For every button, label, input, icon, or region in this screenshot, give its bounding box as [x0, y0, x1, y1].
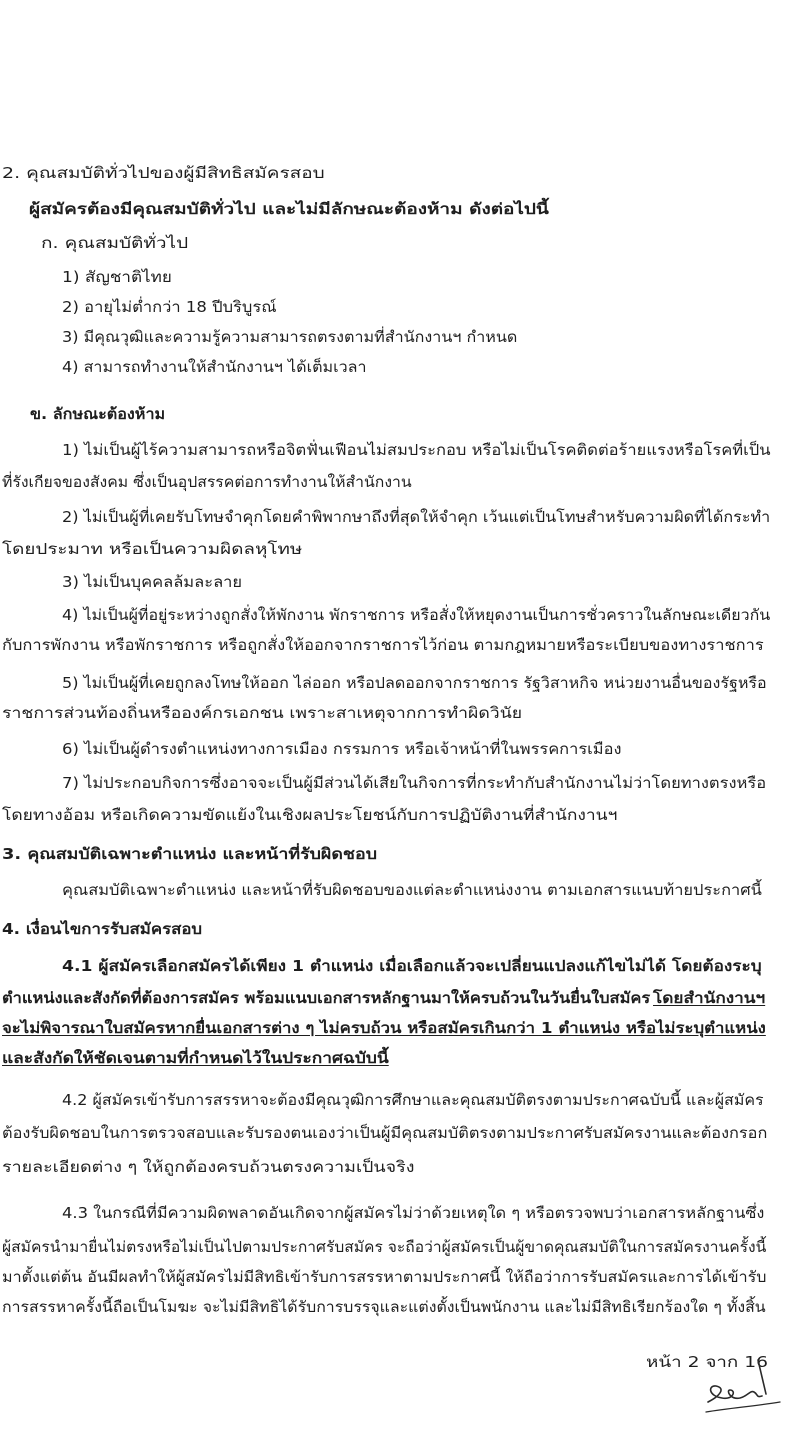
- page-number: หน้า 2 จาก 16: [646, 1353, 769, 1371]
- section-4-heading: 4. เงื่อนไขการรับสมัครสอบ: [2, 920, 203, 938]
- section-2-heading: 2. คุณสมบัติทั่วไปของผู้มีสิทธิสมัครสอบ: [2, 164, 325, 182]
- a-item-4: 4) สามารถทำงานให้สำนักงานฯ ได้เต็มเวลา: [62, 358, 367, 376]
- clause-4-1-line-1: 4.1 ผู้สมัครเลือกสมัครได้เพียง 1 ตำแหน่ง เมื่อเลือกแล้วจะเปลี่ยนแปลงแก้ไขไม่ได้ โดยต้องระบุ: [62, 957, 762, 975]
- b-item-2-line-2: โดยประมาท หรือเป็นความผิดลหุโทษ: [2, 540, 303, 558]
- b-item-7-line-2: โดยทางอ้อม หรือเกิดความขัดแย้งในเชิงผลประโยชน์กับการปฏิบัติงานที่สำนักงานฯ: [2, 806, 618, 824]
- clause-4-1-line-3: จะไม่พิจารณาใบสมัครหากยื่นเอกสารต่าง ๆ ไม่ครบถ้วน หรือสมัครเกินกว่า 1 ตำแหน่ง หรือไม่ระบุตำแหน่ง: [2, 1019, 766, 1037]
- b-item-1-line-1: 1) ไม่เป็นผู้ไร้ความสามารถหรือจิตฟั่นเฟือนไม่สมประกอบ หรือไม่เป็นโรคติดต่อร้ายแรงหรือโรคที่เป็น: [62, 441, 771, 459]
- section-3-body: คุณสมบัติเฉพาะตำแหน่ง และหน้าที่รับผิดชอบของแต่ละตำแหน่งงาน ตามเอกสารแนบท้ายประกาศนี้: [62, 881, 762, 899]
- b-item-6-line-1: 6) ไม่เป็นผู้ดำรงตำแหน่งทางการเมือง กรรมการ หรือเจ้าหน้าที่ในพรรคการเมือง: [62, 740, 622, 758]
- b-item-7-line-1: 7) ไม่ประกอบกิจการซึ่งอาจจะเป็นผู้มีส่วนได้เสียในกิจการที่กระทำกับสำนักงานไม่ว่าโดยทางตรงหรือ: [62, 774, 767, 792]
- clause-4-3-line-2: ผู้สมัครนำมายื่นไม่ตรงหรือไม่เป็นไปตามประกาศรับสมัคร จะถือว่าผู้สมัครเป็นผู้ขาดคุณสมบัติในการสมัครงานครั้งนี้: [2, 1238, 767, 1256]
- b-item-5-line-2: ราชการส่วนท้องถิ่นหรือองค์กรเอกชน เพราะสาเหตุจากการทำผิดวินัย: [2, 704, 523, 722]
- sub-a-title: ก. คุณสมบัติทั่วไป: [41, 234, 189, 252]
- clause-4-3-line-3: มาตั้งแต่ต้น อันมีผลทำให้ผู้สมัครไม่มีสิทธิเข้ารับการสรรหาตามประกาศนี้ ให้ถือว่าการรับสมัครและการได้เข้ารับ: [2, 1268, 767, 1286]
- b-item-2-line-1: 2) ไม่เป็นผู้ที่เคยรับโทษจำคุกโดยคำพิพากษาถึงที่สุดให้จำคุก เว้นแต่เป็นโทษสำหรับความผิดที่ได้กระทำ: [62, 508, 771, 526]
- clause-4-2-line-1: 4.2 ผู้สมัครเข้ารับการสรรหาจะต้องมีคุณวุฒิการศึกษาและคุณสมบัติตรงตามประกาศฉบับนี้ และผู้สมัคร: [62, 1091, 764, 1109]
- clause-4-1-line-4: และสังกัดให้ชัดเจนตามที่กำหนดไว้ในประกาศฉบับนี้: [2, 1049, 389, 1067]
- clause-4-1-line-2-emphasis: โดยสำนักงานฯ: [653, 989, 766, 1007]
- clause-4-3-line-4: การสรรหาครั้งนี้ถือเป็นโมฆะ จะไม่มีสิทธิได้รับการบรรจุและแต่งตั้งเป็นพนักงาน และไม่มีสิทธิเรียกร้องใด ๆ ทั้งสิ้น: [2, 1298, 766, 1316]
- b-item-4-line-1: 4) ไม่เป็นผู้ที่อยู่ระหว่างถูกสั่งให้พักงาน พักราชการ หรือสั่งให้หยุดงานเป็นการชั่วคราวในลักษณะเดียวกัน: [62, 606, 771, 624]
- b-item-1-line-2: ที่รังเกียจของสังคม ซึ่งเป็นอุปสรรคต่อการทำงานให้สำนักงาน: [2, 473, 412, 491]
- section-2-intro: ผู้สมัครต้องมีคุณสมบัติทั่วไป และไม่มีลักษณะต้องห้าม ดังต่อไปนี้: [29, 200, 549, 218]
- a-item-2: 2) อายุไม่ต่ำกว่า 18 ปีบริบูรณ์: [62, 298, 277, 316]
- clause-4-3-line-1: 4.3 ในกรณีที่มีความผิดพลาดอันเกิดจากผู้สมัครไม่ว่าด้วยเหตุใด ๆ หรือตรวจพบว่าเอกสารหลักฐานซึ่ง: [62, 1204, 765, 1222]
- clause-4-2-line-2: ต้องรับผิดชอบในการตรวจสอบและรับรองตนเองว่าเป็นผู้มีคุณสมบัติตรงตามประกาศรับสมัครงานและต้องกรอก: [2, 1124, 768, 1142]
- sub-b-title: ข. ลักษณะต้องห้าม: [30, 405, 166, 423]
- section-3-heading: 3. คุณสมบัติเฉพาะตำแหน่ง และหน้าที่รับผิดชอบ: [2, 845, 377, 863]
- b-item-3-line-1: 3) ไม่เป็นบุคคลล้มละลาย: [62, 573, 243, 591]
- b-item-5-line-1: 5) ไม่เป็นผู้ที่เคยถูกลงโทษให้ออก ไล่ออก หรือปลดออกจากราชการ รัฐวิสาหกิจ หน่วยงานอื่นของรัฐหรือ: [62, 674, 767, 692]
- clause-4-2-line-3: รายละเอียดต่าง ๆ ให้ถูกต้องครบถ้วนตรงความเป็นจริง: [2, 1158, 415, 1176]
- b-item-4-line-2: กับการพักงาน หรือพักราชการ หรือถูกสั่งให้ออกจากราชการไว้ก่อน ตามกฎหมายหรือระเบียบของทางราชการ: [2, 636, 764, 654]
- a-item-1: 1) สัญชาติไทย: [62, 268, 172, 286]
- clause-4-1-line-2: ตำแหน่งและสังกัดที่ต้องการสมัคร พร้อมแนบเอกสารหลักฐานมาให้ครบถ้วนในวันยื่นใบสมัคร: [2, 989, 651, 1007]
- signature-scribble: [700, 1352, 784, 1418]
- a-item-3: 3) มีคุณวุฒิและความรู้ความสามารถตรงตามที่สำนักงานฯ กำหนด: [62, 328, 518, 346]
